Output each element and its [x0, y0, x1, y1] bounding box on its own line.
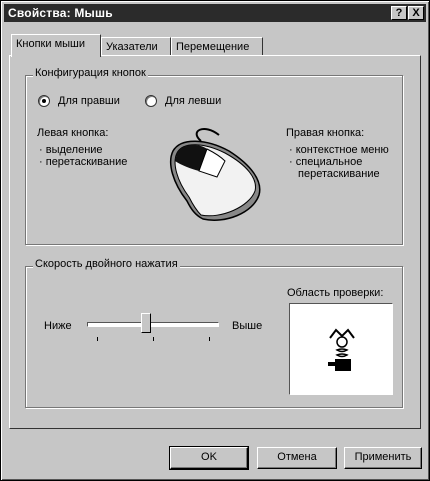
button-config-legend: Конфигурация кнопок — [35, 67, 146, 79]
right-handed-radio[interactable] — [38, 95, 50, 107]
jack-in-the-box-icon — [326, 326, 358, 372]
close-button[interactable]: X — [408, 6, 424, 20]
left-button-title: Левая кнопка: — [37, 127, 109, 139]
right-button-item: · контекстное меню — [289, 144, 389, 156]
tab-label: Указатели — [106, 41, 158, 53]
test-area[interactable] — [289, 303, 393, 395]
mouse-icon — [159, 125, 271, 223]
right-button-item: · специальное — [289, 156, 363, 168]
test-area-label: Область проверки: — [287, 287, 384, 299]
left-handed-radio[interactable] — [145, 95, 157, 107]
left-button-item: · перетаскивание — [39, 156, 128, 168]
window-title: Свойства: Мышь — [8, 6, 113, 20]
right-button-item: перетаскивание — [298, 168, 380, 180]
help-button[interactable]: ? — [391, 6, 407, 20]
tab-mouse-buttons[interactable] — [11, 34, 101, 57]
slider-track — [87, 322, 219, 327]
left-handed-label[interactable]: Для левши — [165, 95, 222, 107]
apply-button[interactable]: Применить — [344, 447, 422, 469]
right-handed-label[interactable]: Для правши — [58, 95, 120, 107]
tab-label: Перемещение — [176, 41, 250, 53]
slider-high-label: Выше — [232, 320, 263, 332]
double-click-speed-legend: Скорость двойного нажатия — [35, 258, 178, 270]
tab-label: Кнопки мыши — [16, 38, 86, 50]
slider-low-label: Ниже — [44, 320, 72, 332]
slider-tick — [97, 337, 98, 341]
right-button-title: Правая кнопка: — [286, 127, 365, 139]
left-button-item: · выделение — [39, 144, 103, 156]
slider-tick — [153, 337, 154, 341]
ok-button[interactable]: OK — [170, 447, 248, 469]
tab-motion[interactable] — [171, 37, 263, 57]
tab-pointers[interactable] — [101, 37, 171, 57]
slider-tick — [209, 337, 210, 341]
title-bar[interactable] — [4, 4, 426, 22]
cancel-button[interactable]: Отмена — [257, 447, 337, 469]
slider-thumb[interactable] — [141, 313, 151, 333]
speed-slider[interactable] — [87, 313, 221, 343]
